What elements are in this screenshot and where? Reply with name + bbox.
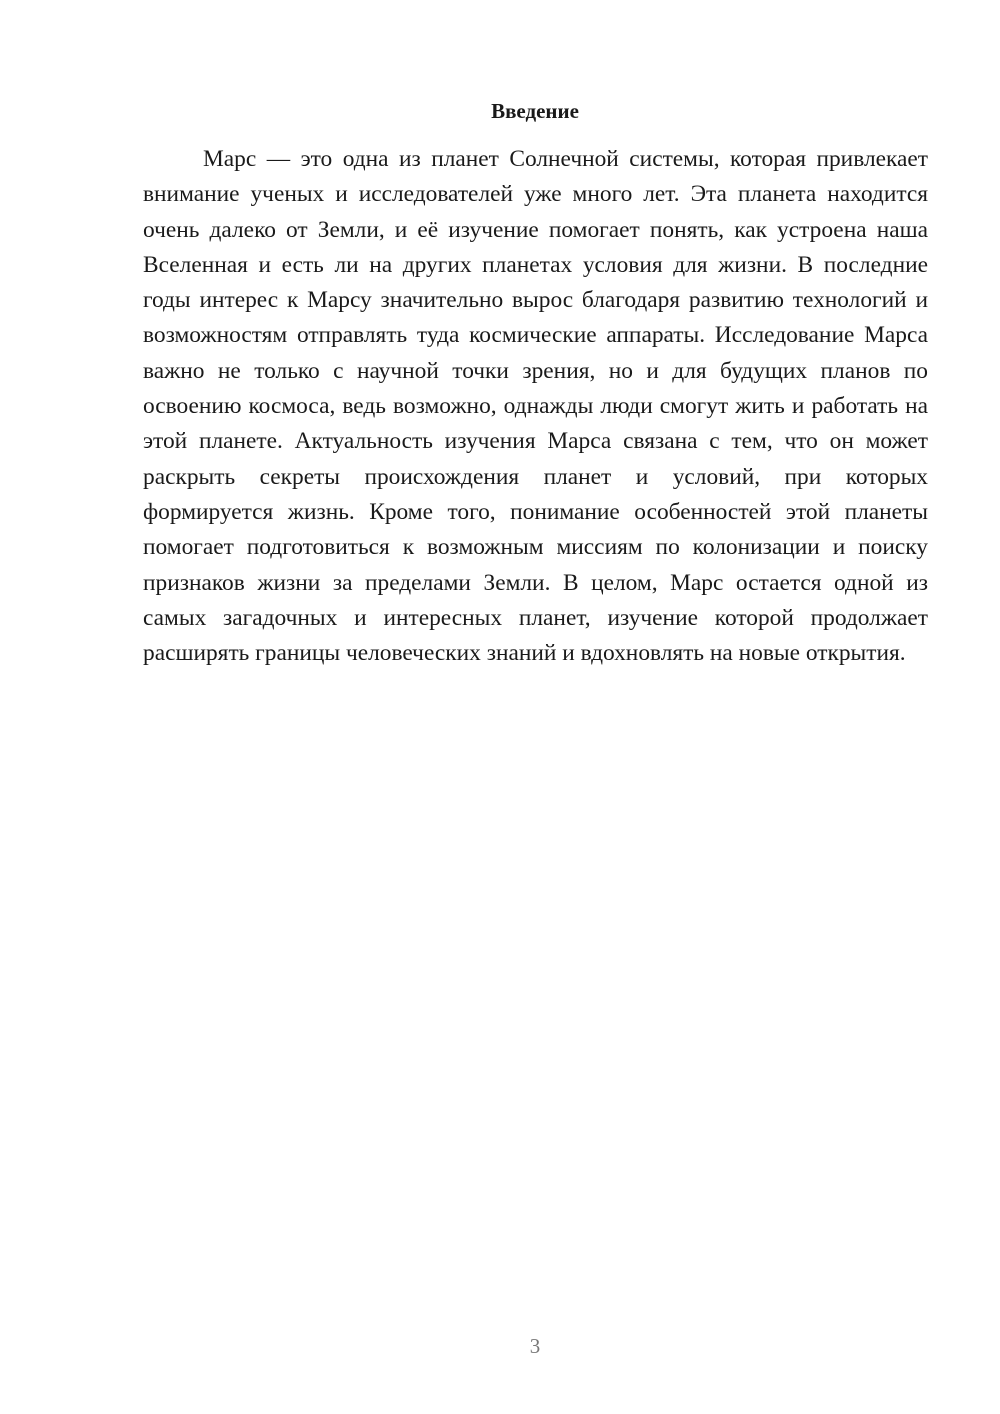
body-paragraph: Марс — это одна из планет Солнечной системы, которая привлекает внимание ученых и исследователей уже много лет. Эта планета находится очень далеко от Земли, и её изучение помогает понять, как устроена наша Вселенная и есть ли на других планетах условия для жизни. В последние годы интерес к Марсу значительно вырос благодаря развитию технологий и возможностям отправлять туда космические аппараты. Исследование Марса важно не только с научной точки зрения, но и для будущих планов по освоению космоса, ведь возможно, однажды люди смогут жить и работать на этой планете. Актуальность изучения Марса связана с тем, что он может раскрыть секреты происхождения планет и условий, при которых формируется жизнь. Кроме того, понимание особенностей этой планеты помогает подготовиться к возможным миссиям по колонизации и поиску признаков жизни за пределами Земли. В целом, Марс остается одной из самых загадочных и интересных планет, изучение которой продолжает расширять границы человеческих знаний и вдохновлять на новые открытия. bbox=[143, 146, 928, 667]
page-number: 3 bbox=[529, 1334, 541, 1358]
section-heading: Введение bbox=[491, 99, 579, 123]
